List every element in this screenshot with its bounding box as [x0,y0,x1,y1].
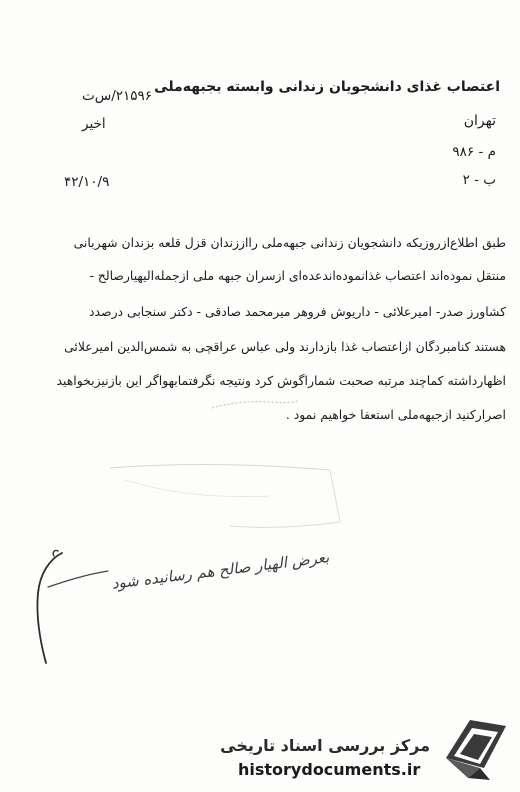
document-subject: اعتصاب غذای دانشجویان زندانی وابسته بجبهه‌ملی [154,79,500,95]
faint-dotted-stroke [210,396,300,412]
watermark-url: historydocuments.ir [238,760,421,779]
signature-stroke [18,545,158,675]
body-line: اصرارکنید ازجبهه‌ملی استعفا خواهیم نمود . [285,407,506,422]
faint-stamp-marks [30,440,390,550]
body-line: طبق اطلاع‌ازروزیکه دانشجویان زندانی جبهه‌ملی رااززندان قزل قلعه بزندان شهربانی [73,235,506,250]
watermark-title: مرکز بررسی اسناد تاریخی [220,736,430,755]
status-label: اخیر [82,116,106,132]
body-line: منتقل نموده‌اند اعتصاب غذانموده‌اندعده‌ای ازسران جبهه ملی ازجمله‌الیهیارصالح - [89,268,506,283]
reference-number: ۲۱۵۹۶/س‌ت [82,88,153,104]
series-code: ب - ۲ [462,172,496,188]
document-date: ۴۲/۱۰/۹ [64,174,110,190]
handwritten-note: بعرض الهیار صالح هم رسانیده شود [110,548,331,593]
body-line: اظهارداشته کماچند مرتبه صحبت شماراگوش کرد ونتیجه نگرفتمابهواگر این بازنیزبخواهید [56,373,506,388]
body-line: کشاورز صدر- امیرعلائی - داریوش فروهر میرمحمد صادقی - دکتر سنجابی درصدد [89,304,506,319]
file-code: م - ۹۸۶ [452,144,496,160]
archive-logo-icon [440,714,512,784]
body-line: هستند کنامبردگان ازاعتصاب غذا بازدارند ولی عباس عراقچی به شمس‌الدین امیرعلائی [64,339,506,354]
recipient-city: تهران [463,113,496,129]
